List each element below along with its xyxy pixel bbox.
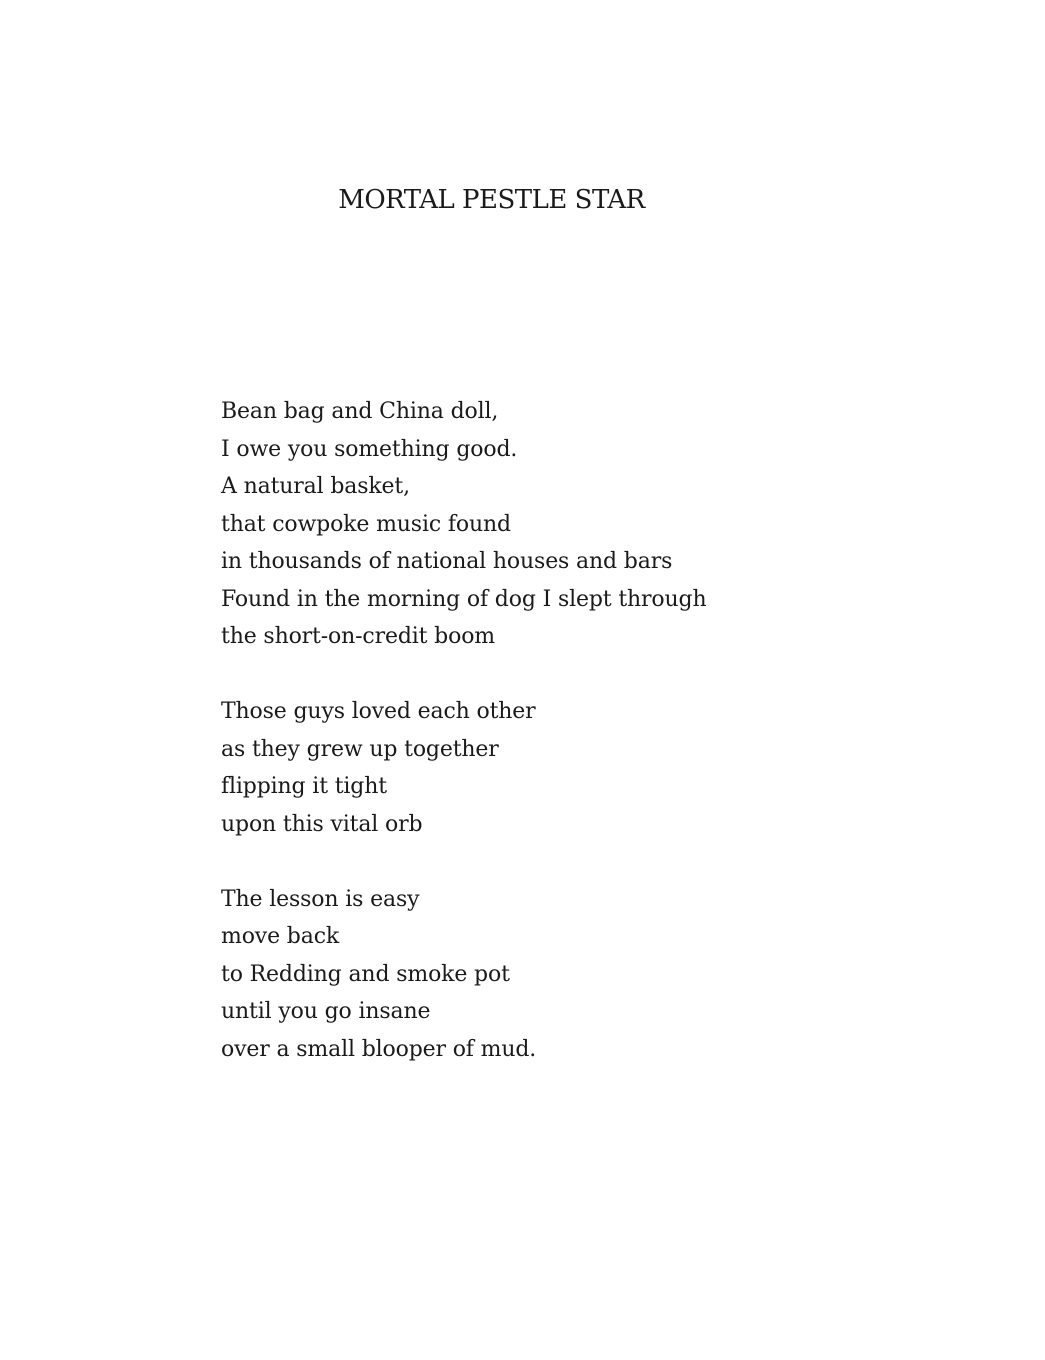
poem-line: over a small blooper of mud. — [221, 1036, 537, 1062]
poem-line: upon this vital orb — [221, 811, 423, 837]
poem-line: as they grew up together — [221, 736, 499, 762]
poem-title: MORTAL PESTLE STAR — [338, 185, 645, 215]
poem-line: The lesson is easy — [221, 886, 420, 912]
stanza-1 — [221, 393, 707, 656]
poem-line: I owe you something good. — [221, 436, 518, 462]
poem-line: move back — [221, 924, 340, 949]
poem-line: in thousands of national houses and bars — [221, 549, 673, 574]
poem-line: the short-on-credit boom — [221, 624, 496, 649]
poem-line: until you go insane — [221, 999, 431, 1024]
stanza-2 — [221, 693, 707, 843]
poem-line: to Redding and smoke pot — [221, 961, 510, 987]
poem-line: A natural basket, — [221, 474, 410, 499]
poem-body — [221, 393, 707, 1068]
poem-line: Found in the morning of dog I slept through — [221, 586, 707, 612]
stanza-3 — [221, 881, 707, 1069]
poem-line: that cowpoke music found — [221, 511, 511, 537]
poem-line: Those guys loved each other — [221, 699, 536, 724]
poem-line: flipping it tight — [221, 774, 387, 799]
poem-line: Bean bag and China doll, — [221, 399, 499, 424]
